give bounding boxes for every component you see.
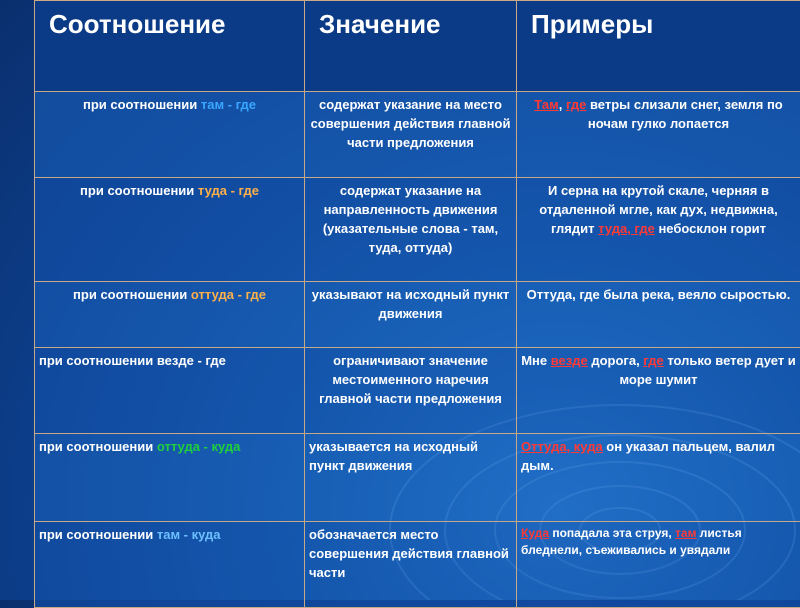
example-highlight: где [566, 97, 586, 112]
header-relation: Соотношение [35, 1, 305, 92]
example-text: Мне [521, 353, 551, 368]
example-highlight: туда, где [598, 221, 655, 236]
example-highlight: там [675, 526, 696, 540]
example-text: попадала эта струя, [549, 526, 675, 540]
relation-prefix: при соотношении [39, 439, 157, 454]
example-highlight: Куда [521, 526, 549, 540]
header-examples: Примеры [517, 1, 800, 92]
relations-table [34, 0, 800, 608]
meaning-cell: обозначается место совершения действия главной части [305, 522, 517, 608]
table-row [35, 282, 800, 348]
meaning-cell: содержат указание на место совершения действия главной части предложения [305, 92, 517, 178]
relation-cell [35, 92, 305, 178]
example-cell [517, 348, 800, 434]
example-highlight: Оттуда, куда [521, 439, 603, 454]
example-text: И серна на крутой скале, черняя в отдаленной мгле, как дух, недвижна, глядит [539, 183, 777, 236]
example-text: , [559, 97, 566, 112]
relation-cell [35, 522, 305, 608]
relation-highlight: оттуда - куда [157, 439, 241, 454]
relation-cell [35, 282, 305, 348]
relation-highlight: там - где [201, 97, 256, 112]
example-cell [517, 178, 800, 282]
relation-prefix: при соотношении [39, 527, 157, 542]
meaning-cell: указывается на исходный пункт движения [305, 434, 517, 522]
relation-highlight: туда - где [198, 183, 259, 198]
table-row [35, 348, 800, 434]
example-text: он указал пальцем, валил дым. [521, 439, 775, 473]
example-cell [517, 522, 800, 608]
example-cell [517, 434, 800, 522]
example-highlight: везде [551, 353, 588, 368]
header-meaning: Значение [305, 1, 517, 92]
relation-highlight: там - куда [157, 527, 221, 542]
table-row [35, 522, 800, 608]
example-highlight: Там [534, 97, 558, 112]
table-row [35, 178, 800, 282]
relation-cell [35, 434, 305, 522]
example-text: ветры слизали снег, земля по ночам гулко лопается [586, 97, 782, 131]
relation-cell: при соотношении везде - где [35, 348, 305, 434]
meaning-cell: содержат указание на направленность движения (указательные слова - там, туда, оттуда) [305, 178, 517, 282]
table-row [35, 434, 800, 522]
example-cell [517, 92, 800, 178]
relation-prefix: при соотношении [80, 183, 198, 198]
example-text: листья бледнели, съеживались и увядали [521, 526, 742, 557]
relation-highlight: оттуда - где [191, 287, 266, 302]
meaning-cell: указывают на исходный пункт движения [305, 282, 517, 348]
relation-prefix: при соотношении [73, 287, 191, 302]
example-text: только ветер дует и море шумит [619, 353, 795, 387]
example-text: небосклон горит [655, 221, 766, 236]
relation-cell [35, 178, 305, 282]
example-cell: Оттуда, где была река, веяло сыростью. [517, 282, 800, 348]
relation-prefix: при соотношении [83, 97, 201, 112]
example-highlight: где [643, 353, 663, 368]
example-text: дорога, [588, 353, 644, 368]
table-row [35, 92, 800, 178]
header-row [35, 1, 800, 92]
meaning-cell: ограничивают значение местоименного наречия главной части предложения [305, 348, 517, 434]
